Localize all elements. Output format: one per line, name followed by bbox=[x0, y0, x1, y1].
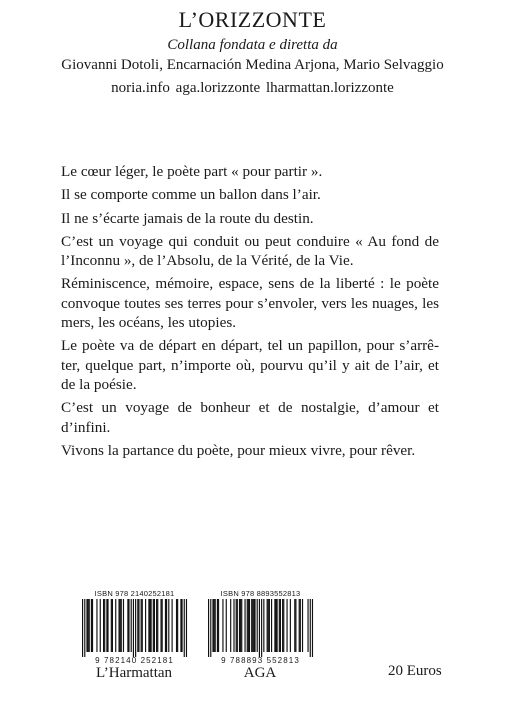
barcode-bar bbox=[84, 599, 85, 657]
barcode-bar bbox=[212, 599, 213, 652]
barcode-bar bbox=[269, 599, 270, 652]
barcode-bar bbox=[312, 599, 313, 657]
barcode-bar bbox=[244, 599, 245, 652]
barcode-bar bbox=[104, 599, 105, 652]
barcode-bar bbox=[166, 599, 167, 652]
barcode-bar bbox=[222, 599, 223, 652]
isbn-label: ISBN 978 2140252181 bbox=[94, 589, 175, 598]
blurb-paragraph: Il ne s’écarte jamais de la route du destin. bbox=[61, 209, 314, 227]
barcode-bar bbox=[275, 599, 276, 652]
barcode-bar bbox=[254, 599, 255, 652]
barcode-bar bbox=[120, 599, 121, 652]
barcode-bar bbox=[257, 599, 258, 652]
series-links: noria.info aga.lorizzonte lharmattan.lorizzonte bbox=[111, 80, 394, 96]
barcode-bar bbox=[168, 599, 169, 652]
series-directors: Giovanni Dotoli, Encarnación Medina Arjona, Mario Selvaggio bbox=[61, 57, 444, 73]
barcode-bar bbox=[128, 599, 129, 652]
blurb-paragraph: Vivons la partance du poète, pour mieux vivre, pour rêver. bbox=[61, 441, 416, 459]
barcode-bar bbox=[210, 599, 211, 657]
barcode-bar bbox=[165, 599, 166, 652]
back-cover-blurb bbox=[61, 162, 439, 464]
barcode-bar bbox=[215, 599, 216, 652]
barcode-bar bbox=[239, 599, 240, 652]
barcode-bar bbox=[148, 599, 149, 652]
barcode-bar bbox=[299, 599, 300, 652]
barcode-bar bbox=[214, 599, 215, 652]
barcode-bar bbox=[277, 599, 278, 652]
barcode-bar bbox=[251, 599, 252, 652]
barcode-bar bbox=[100, 599, 101, 652]
barcode-bar bbox=[86, 599, 87, 652]
barcode-bar bbox=[237, 599, 238, 652]
barcode-bar bbox=[133, 599, 134, 657]
series-subtitle: Collana fondata e diretta da bbox=[167, 37, 338, 53]
price: 20 Euros bbox=[388, 663, 442, 679]
barcode-bar bbox=[233, 599, 234, 652]
barcode-bar bbox=[240, 599, 241, 652]
barcode-digits: 9 782140 252181 bbox=[95, 656, 174, 665]
barcode-digits: 9 788893 552813 bbox=[221, 656, 300, 665]
blurb-paragraph: Réminiscence, mémoire, espace, sens de la liberté : le poète convoque toutes ses terres pour s’envoler, vers les nuages, les mers, les océans, les utopies. bbox=[61, 275, 439, 332]
barcode-bar bbox=[131, 599, 132, 652]
barcode-bar bbox=[137, 599, 138, 652]
barcode-bar bbox=[247, 599, 248, 652]
barcode-bar bbox=[300, 599, 301, 652]
barcode-bar bbox=[286, 599, 287, 652]
barcode-bar bbox=[295, 599, 296, 652]
barcode-bar bbox=[253, 599, 254, 652]
barcode-bar bbox=[236, 599, 237, 652]
barcode-bar bbox=[249, 599, 250, 652]
barcode-bar bbox=[217, 599, 218, 652]
barcode-bars bbox=[79, 599, 190, 657]
barcode-bar bbox=[118, 599, 119, 652]
barcode-bar bbox=[96, 599, 97, 652]
barcode-bar bbox=[162, 599, 163, 652]
barcode-bar bbox=[279, 599, 280, 652]
barcode-bar bbox=[263, 599, 264, 652]
barcode-bar bbox=[186, 599, 187, 657]
barcode-bar bbox=[176, 599, 177, 652]
barcode-bar bbox=[267, 599, 268, 652]
barcode-bar bbox=[252, 599, 253, 652]
blurb-paragraph: C’est un voyage qui conduit ou peut conduire « Au fond de l’Inconnu », de l’Absolu, de la Vérité, de la Vie. bbox=[61, 232, 439, 270]
barcode-bar bbox=[145, 599, 146, 652]
barcode-bar bbox=[160, 599, 161, 652]
barcode-bar bbox=[259, 599, 260, 657]
barcode-bar bbox=[92, 599, 93, 652]
barcode-bar bbox=[89, 599, 90, 652]
barcode-bar bbox=[111, 599, 112, 652]
barcode-bar bbox=[226, 599, 227, 652]
isbn-label: ISBN 978 8893552813 bbox=[220, 589, 301, 598]
barcode-bar bbox=[141, 599, 142, 652]
series-header bbox=[0, 6, 505, 98]
series-title: L’ORIZZONTE bbox=[178, 7, 327, 32]
barcode-bar bbox=[135, 599, 136, 657]
barcode-bar bbox=[282, 599, 283, 652]
barcode-bar bbox=[127, 599, 128, 652]
barcode-bar bbox=[248, 599, 249, 652]
barcode-bar bbox=[88, 599, 89, 652]
barcode-bars bbox=[205, 599, 316, 657]
blurb-paragraph: Il se comporte comme un ballon dans l’air. bbox=[61, 186, 321, 204]
barcode-bar bbox=[184, 599, 185, 657]
barcode-bar bbox=[241, 599, 242, 652]
blurb-paragraph: C’est un voyage de bonheur et de nostalgie, d’amour et d’infini. bbox=[61, 399, 439, 436]
barcode-bar bbox=[91, 599, 92, 652]
barcode-bar bbox=[177, 599, 178, 652]
barcode-bar bbox=[106, 599, 107, 652]
barcode-aga bbox=[205, 589, 316, 665]
barcode-bar bbox=[310, 599, 311, 657]
barcode-bar bbox=[294, 599, 295, 652]
barcode-bar bbox=[307, 599, 308, 652]
barcode-bar bbox=[142, 599, 143, 652]
blurb-paragraph: Le poète va de départ en départ, tel un papillon, pour s’arrêter, quelque part, n’importe où, pourvu qu’il y ait de l’air, et de la poésie. bbox=[61, 337, 439, 393]
barcode-harmattan bbox=[79, 589, 190, 665]
barcode-bar bbox=[154, 599, 155, 652]
barcode-bar bbox=[172, 599, 173, 652]
barcode-bar bbox=[157, 599, 158, 652]
barcode-bar bbox=[283, 599, 284, 652]
publisher-harmattan: L’Harmattan bbox=[95, 665, 173, 681]
barcode-bar bbox=[115, 599, 116, 652]
barcode-bar bbox=[121, 599, 122, 652]
barcode-bar bbox=[271, 599, 272, 652]
barcode-bar bbox=[268, 599, 269, 652]
barcode-bar bbox=[151, 599, 152, 652]
barcode-bar bbox=[290, 599, 291, 652]
barcode-bar bbox=[103, 599, 104, 652]
barcode-bar bbox=[181, 599, 182, 652]
barcode-bar bbox=[302, 599, 303, 652]
barcode-bar bbox=[280, 599, 281, 652]
barcode-bar bbox=[218, 599, 219, 652]
barcode-bar bbox=[82, 599, 83, 657]
barcode-bar bbox=[230, 599, 231, 652]
barcode-bar bbox=[112, 599, 113, 652]
publisher-aga: AGA bbox=[243, 665, 277, 681]
barcode-bar bbox=[261, 599, 262, 657]
barcode-bar bbox=[274, 599, 275, 652]
barcode-bar bbox=[123, 599, 124, 652]
barcode-bar bbox=[208, 599, 209, 657]
barcode-bar bbox=[153, 599, 154, 652]
barcode-bar bbox=[156, 599, 157, 652]
barcode-bar bbox=[180, 599, 181, 652]
barcode-bar bbox=[138, 599, 139, 652]
barcode-bar bbox=[107, 599, 108, 652]
blurb-paragraph: Le cœur léger, le poète part « pour partir ». bbox=[61, 163, 323, 180]
barcode-bar bbox=[149, 599, 150, 652]
